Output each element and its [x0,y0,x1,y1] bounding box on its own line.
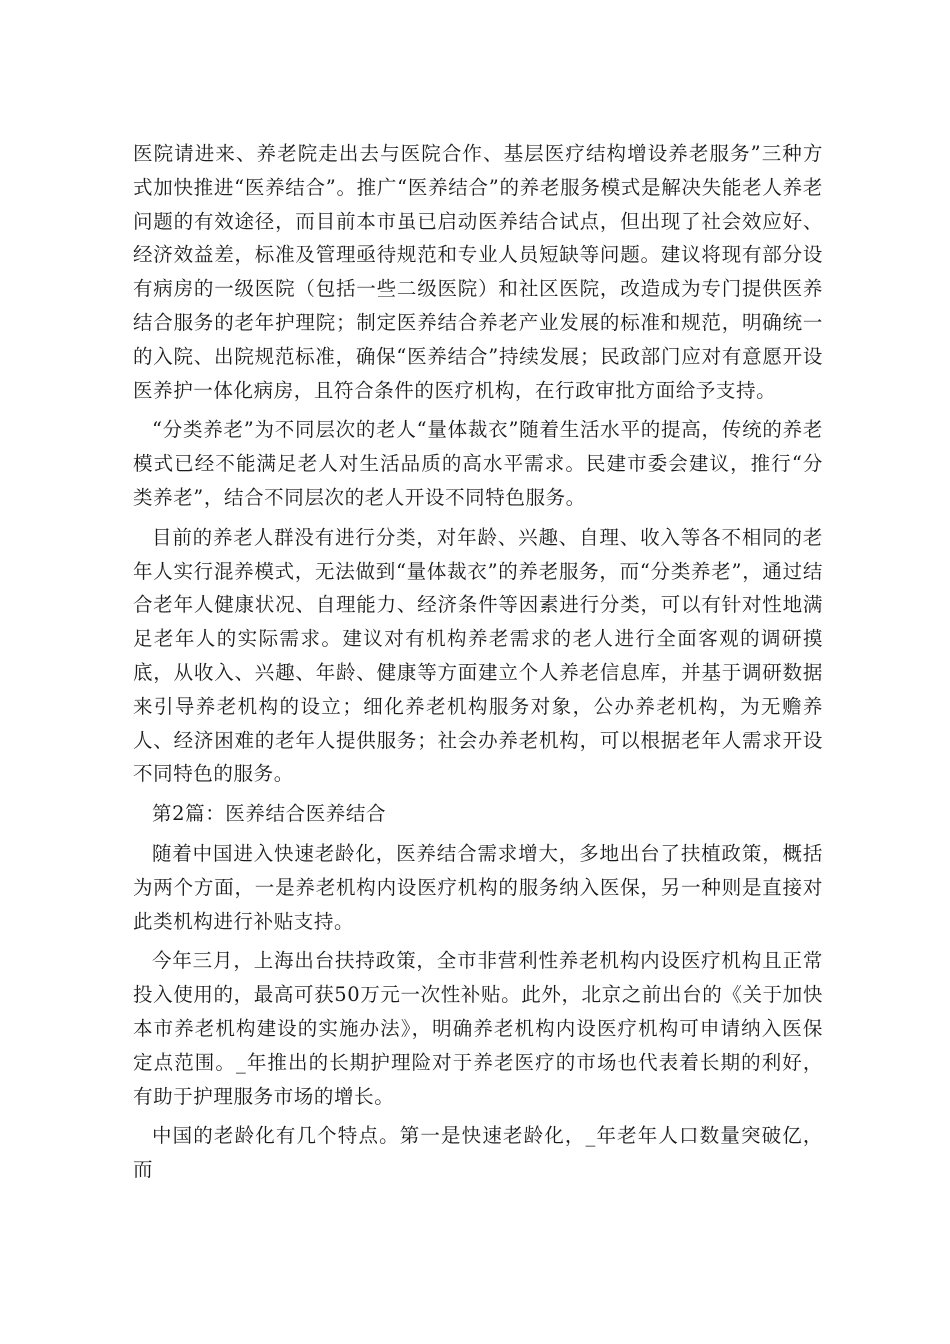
paragraph-fenlei-yanglao-intro: “分类养老”为不同层次的老人“量体裁衣”随着生活水平的提高，传统的养老模式已经不能满足老人对生活品质的高水平需求。民建市委会建议，推行“分类养老”，结合不同层次的老人开设不同特色服务。 [133,418,823,509]
document-body [133,137,823,1193]
paragraph-yiyang-jiehe-methods: 医院请进来、养老院走出去与医院合作、基层医疗结构增设养老服务”三种方式加快推进“医养结合”。推广“医养结合”的养老服务模式是解决失能老人养老问题的有效途径，而目前本市虽已启动医养结合试点，但出现了社会效应好、经济效益差，标准及管理亟待规范和专业人员短缺等问题。建议将现有部分设有病房的一级医院（包括一些二级医院）和社区医院，改造成为专门提供医养结合服务的老年护理院；制定医养结合养老产业发展的标准和规范，明确统一的入院、出院规范标准，确保“医养结合”持续发展；民政部门应对有意愿开设医养护一体化病房，且符合条件的医疗机构，在行政审批方面给予支持。 [133,142,823,402]
paragraph-aging-features: 中国的老龄化有几个特点。第一是快速老龄化，_年老年人口数量突破亿，而 [133,1124,823,1182]
paragraph-fenlei-yanglao-detail: 目前的养老人群没有进行分类，对年龄、兴趣、自理、收入等各不相同的老年人实行混养模式，无法做到“量体裁衣”的养老服务，而“分类养老”，通过结合老年人健康状况、自理能力、经济条件等因素进行分类，可以有针对性地满足老年人的实际需求。建议对有机构养老需求的老人进行全面客观的调研摸底，从收入、兴趣、年龄、健康等方面建立个人养老信息库，并基于调研数据来引导养老机构的设立；细化养老机构服务对象，公办养老机构，为无赡养人、经济困难的老年人提供服务；社会办养老机构，可以根据老年人需求开设不同特色的服务。 [133,525,823,786]
paragraph-policy-overview: 随着中国进入快速老龄化，医养结合需求增大，多地出台了扶植政策，概括为两个方面，一是养老机构内设医疗机构的服务纳入医保，另一种则是直接对此类机构进行补贴支持。 [133,841,823,933]
paragraph-shanghai-beijing-policy: 今年三月，上海出台扶持政策，全市非营利性养老机构内设医疗机构且正常投入使用的，最高可获50万元一次性补贴。此外，北京之前出台的《关于加快本市养老机构建设的实施办法》，明确养老机构内设医疗机构可申请纳入医保定点范围。_年推出的长期护理险对于养老医疗的市场也代表着长期的利好，有助于护理服务市场的增长。 [133,949,823,1108]
section-heading: 第2篇：医养结合医养结合 [152,802,387,826]
